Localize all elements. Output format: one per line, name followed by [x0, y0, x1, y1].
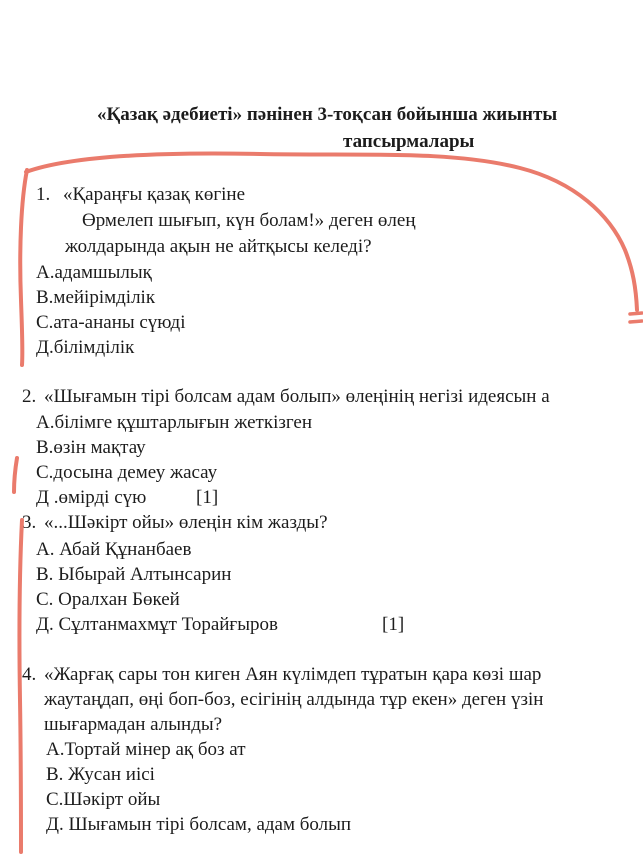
question-number: 1.: [36, 184, 51, 205]
question-text-line: жаутаңдап, өңі боп-боз, есігінің алдында тұр екен» деген үзін: [44, 689, 544, 710]
answer-option-b: В.мейірімділік: [36, 287, 156, 308]
document-title-line-2: тапсырмалары: [343, 131, 475, 152]
pen-stroke-left-lower: [14, 458, 22, 852]
question-text-line: жолдарында ақын не айтқысы келеді?: [65, 236, 372, 257]
question-number: 3.: [22, 512, 37, 533]
answer-option-b: В.өзін мақтау: [36, 437, 146, 458]
points-label: [1]: [196, 487, 219, 508]
answer-option-a: А.адамшылық: [36, 262, 152, 283]
points-label: [1]: [382, 614, 405, 635]
pen-stroke-left-upper: [20, 170, 27, 365]
question-text-line: «Қараңғы қазақ көгіне: [63, 184, 246, 205]
answer-option-c: С.Шәкірт ойы: [46, 789, 161, 810]
question-text-line: «...Шәкірт ойы» өлеңін кім жазды?: [44, 512, 328, 533]
question-number: 4.: [22, 664, 37, 685]
question-text-line: «Жарғақ сары тон киген Аян күлімдеп тұратын қара көзі шар: [44, 664, 542, 685]
answer-option-b: В. Жусан иісі: [46, 764, 155, 785]
question-text-line: шығармадан алынды?: [44, 714, 223, 735]
answer-option-d: Д. Сұлтанмахмұт Торайғыров: [36, 614, 278, 635]
answer-option-c: С.досына демеу жасау: [36, 462, 218, 483]
answer-option-d: Д.білімділік: [36, 337, 135, 358]
document-title-line-1: «Қазақ әдебиеті» пәнінен 3-тоқсан бойынша жиынты: [97, 104, 558, 125]
answer-option-c: С.ата-ананы сүюді: [36, 312, 186, 333]
question-text-line: Өрмелеп шығып, күн болам!» деген өлең: [82, 210, 416, 231]
answer-option-a: А.Тортай мінер ақ боз ат: [46, 739, 246, 760]
answer-option-b: В. Ыбырай Алтынсарин: [36, 564, 232, 585]
answer-option-d: Д .өмірді сүю: [36, 487, 147, 508]
answer-option-a: А.білімге құштарлығын жеткізген: [36, 412, 313, 433]
pen-stroke-right-mark: [630, 313, 642, 322]
answer-option-c: С. Оралхан Бөкей: [36, 589, 180, 610]
question-number: 2.: [22, 386, 37, 407]
answer-option-a: А. Абай Құнанбаев: [36, 539, 192, 560]
question-text-line: «Шығамын тірі болсам адам болып» өлеңінің негізі идеясын а: [44, 386, 550, 407]
answer-option-d: Д. Шығамын тірі болсам, адам болып: [46, 814, 352, 835]
